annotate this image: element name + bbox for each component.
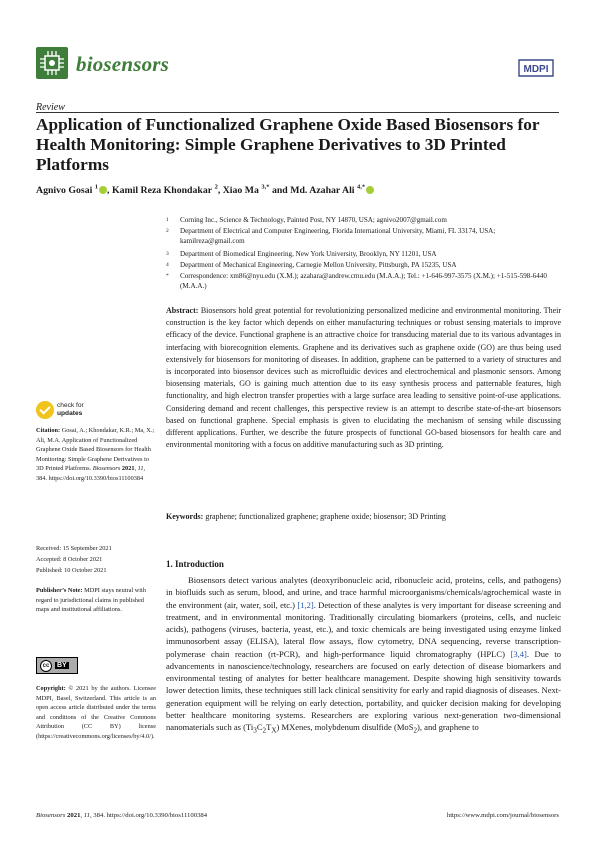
cc-by-license-icon[interactable] — [36, 657, 78, 674]
affiliation: 3 Department of Biomedical Engineering, New York University, Brooklyn, NY 11201, USA — [166, 250, 437, 258]
keywords — [166, 512, 561, 521]
keywords-text: graphene; functionalized graphene; graphene oxide; biosensor; 3D Printing — [205, 512, 446, 521]
header-divider — [36, 112, 559, 113]
keywords-label: Keywords: — [166, 512, 204, 521]
doi-link[interactable]: , 384. https://doi.org/10.3390/bios11100384 — [36, 465, 146, 482]
journal-name: biosensors — [76, 52, 170, 76]
citation-link[interactable]: [1,2] — [297, 599, 314, 610]
abstract — [166, 305, 561, 451]
citation-link[interactable]: [3,4] — [510, 648, 527, 659]
footer-citation: Biosensors 2021, 11, 384. https://doi.org/10.3390/bios11100384 — [36, 812, 208, 819]
check-for-updates-button[interactable]: check for updates — [57, 402, 84, 417]
author[interactable]: Xiao Ma $^{3,*}$ — [222, 183, 270, 196]
author[interactable]: Md. Azahar Ali $^{4,*}$ — [290, 185, 374, 196]
cc-icon: cc — [40, 660, 52, 672]
author-list: Agnivo Gosai $^1$ , Kamil Reza Khondakar $^2$, Xiao Ma $^{3,*}$ and Md. Azahar Ali $^{4,*}$ — [36, 185, 559, 196]
section-heading: 1. Introduction — [166, 559, 224, 569]
author[interactable]: Kamil Reza Khondakar $^2$ — [111, 183, 218, 196]
journal-logo-icon — [36, 47, 68, 79]
check-for-updates-icon[interactable] — [36, 401, 54, 419]
received-date: Received: 15 September 2021 — [36, 545, 112, 552]
by-icon: BY — [57, 662, 67, 669]
affiliation: 2 Department of Electrical and Computer Engineering, Florida International University, Miami, FL 33174, USA; kamilreza@gmail.com — [166, 227, 496, 245]
correspondence: * Correspondence: xm86@nyu.edu (X.M.); azahara@andrew.cmu.edu (M.A.A.); Tel.: +1-646-997-3575 (X.M.); +1-515-598-6440 (M.A.A.) — [166, 272, 547, 290]
publisher-note: Publisher’s Note: MDPI stays neutral with regard to jurisdictional claims in published maps and institutional affiliations. — [36, 587, 146, 614]
mdpi-logo-icon — [515, 57, 557, 79]
accepted-date: Accepted: 8 October 2021 — [36, 556, 103, 563]
abstract-label: Abstract: — [166, 306, 199, 315]
abstract-text: Biosensors hold great potential for revolutionizing personalized medicine and environmental monitoring. Their construction is the key factor which depends on either manufacturing techniques or robust sensing materials to improve efficacy of the device. Functional graphene is an attractive choice for transducing material due to its various advantages in interfacing with biorecognition elements. Graphene and its derivatives such as graphene oxide (GO) are thus being used extensively for biosensors for monitoring of diseases. In addition, graphene can be patterned to a variety of structures and is incorporated into biosensor devices such as microfluidic devices and electrochemical and plasmonic sensors. Among biosensing materials, GO is gaining much attention due to its easy synthesis process and patternable features, high functionality, and high electron transfer properties with a large surface area leading to sensitive point-of-use applications. Considering demand and recent challenges, this perspective review is an attempt to describe state-of-the-art biosensors based on functional graphene. Special emphasis is given to elucidating the mechanism of sensing while discussing different applications. Further, we describe the future prospects of functional GO-based biosensors for health care and environmental monitoring with a focus on additive manufacturing such as 3D printing. — [166, 306, 562, 450]
article-title: Application of Functionalized Graphene Oxide Based Biosensors for Health Monitoring: Simple Graphene Derivatives to 3D Printed Platforms — [36, 115, 540, 174]
orcid-icon[interactable] — [99, 186, 107, 194]
citation-block: Citation: Gosai, A.; Khondakar, K.R.; Ma, X.; Ali, M.A. Application of Functionalized Graphene Oxide Based Biosensors for Health Monitoring: Simple Graphene Derivatives to 3D Printed Platforms. Biosensors 2021, 11, 384. https://doi.org/10.3390/bios11100384 — [36, 427, 155, 482]
affiliation: 4 Department of Mechanical Engineering, Carnegie Mellon University, Pittsburgh, PA 15235, USA — [166, 261, 457, 269]
footer-journal-link[interactable]: https://www.mdpi.com/journal/biosensors — [446, 812, 559, 819]
mdpi-logo-text: MDPI — [523, 64, 549, 75]
published-date: Published: 10 October 2021 — [36, 567, 107, 574]
author[interactable]: Agnivo Gosai $^1$ — [36, 185, 107, 196]
affiliation: 1 Corning Inc., Science & Technology, Painted Post, NY 14870, USA; agnivo2007@gmail.com — [166, 216, 447, 224]
chip-icon — [39, 50, 65, 76]
orcid-icon[interactable] — [366, 186, 374, 194]
article-type: Review — [36, 102, 65, 113]
copyright-block: Copyright: © 2021 by the authors. Licensee MDPI, Basel, Switzerland. This article is an open access article distributed under the terms and conditions of the Creative Commons Attribution (CC BY) license (https://creativecommons.org/licenses/by/4.0/). — [36, 685, 156, 740]
page-footer — [36, 812, 559, 819]
introduction-paragraph: Biosensors detect various analytes (deoxyribonucleic acid, ribonucleic acid, proteins, cells, and pathogens) in biofluids such as serum, blood, and urine, and trace harmful microorganisms/chemicals/agrochemical waste in the environment (air, water, soil, etc.) [1,2]. Detection of these analytes is very important for disease screening and treatment, and in environmental monitoring. Traditionally circulating biomarkers (proteins, cells, and nucleic acids), pathogens (viruses, bacteria, yeast, etc.), and toxic chemicals are being investigated using enzyme linked immunosorbent assay (ELISA), lateral flow assays, flow cytometry, DNA sequencing, reverse transcription-polymerase chain reaction (rt-PCR), and high-performance liquid chromatography (HPLC) [3,4]. Due to advancements in nanoscience/technology, researchers are focused on early detection of disease biomarkers and environmental testing of analytes for better healthcare management. Despite showing high sensitivity towards lower detection limits, these techniques still lack clinical sensitivity for early and rapid diagnosis of diseases. Next-generation equipment will be relying on early detection, portability, and quicker decision making for developing better healthcare monitoring systems. Researchers are exploring various next-generation two-dimensional nanomaterials such as $(Ti_3C_2T_X)$ MXenes, molybdenum disulfide (MoS$_2$), and graphene to — [166, 575, 561, 735]
